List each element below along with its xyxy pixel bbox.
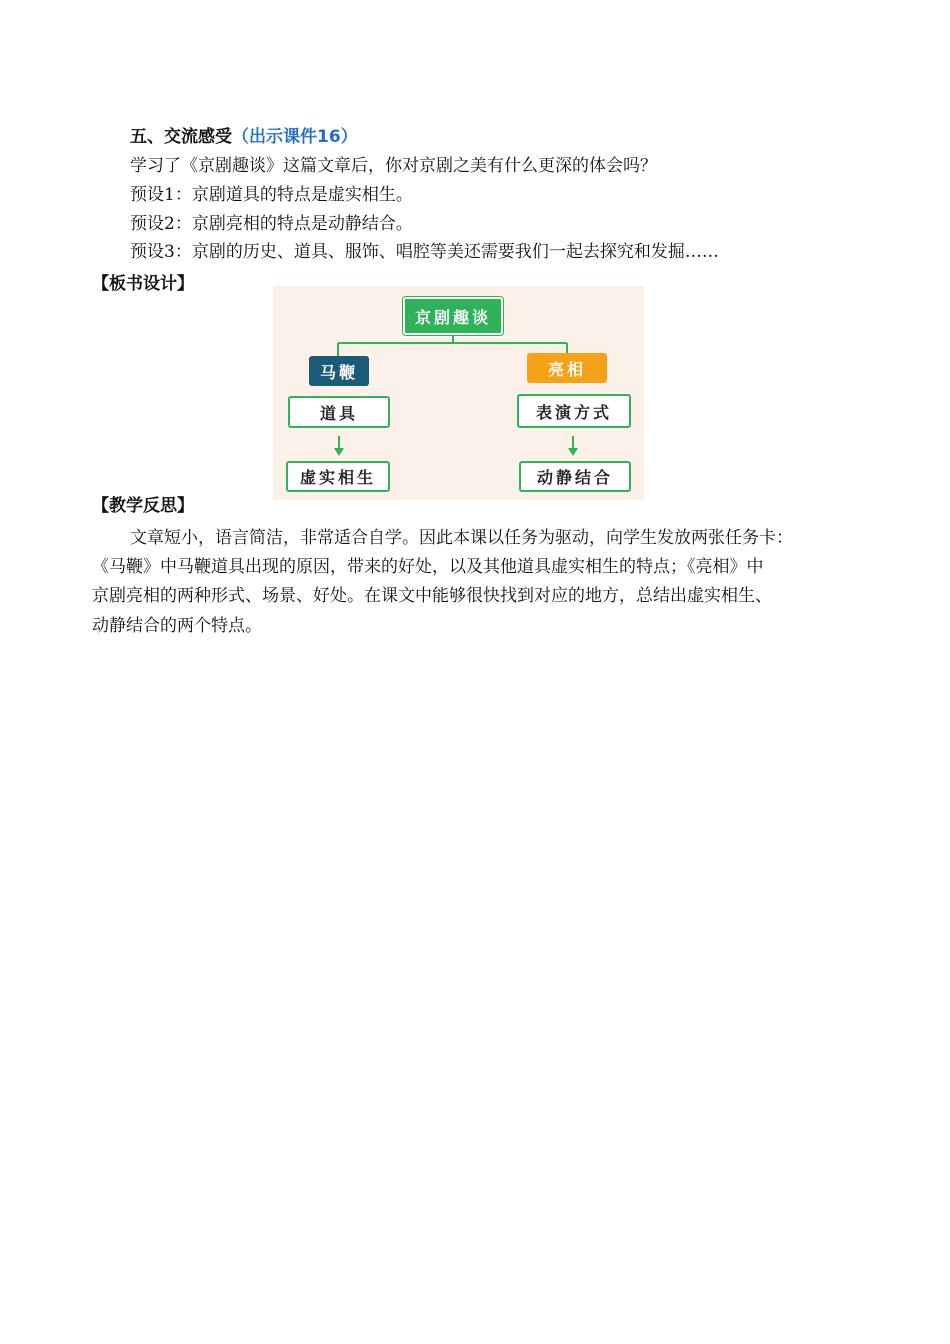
section-title: 五、交流感受 bbox=[130, 127, 232, 147]
root-node: 京剧趣谈 bbox=[403, 297, 503, 335]
preset-2: 预设2：京剧亮相的特点是动静结合。 bbox=[130, 214, 413, 234]
right-item-node: 表演方式 bbox=[517, 394, 631, 428]
reflection-title: 【教学反思】 bbox=[92, 496, 194, 516]
reflection-line-4: 动静结合的两个特点。 bbox=[92, 616, 262, 636]
section-heading bbox=[130, 125, 358, 149]
courseware-note: （出示课件16） bbox=[232, 127, 358, 147]
reflection-line-3: 京剧亮相的两种形式、场景、好处。在课文中能够很快找到对应的地方，总结出虚实相生、 bbox=[92, 586, 772, 606]
left-result-node: 虚实相生 bbox=[286, 461, 390, 492]
reflection-line-2: 《马鞭》中马鞭道具出现的原因，带来的好处，以及其他道具虚实相生的特点；《亮相》中 bbox=[92, 557, 764, 577]
preset-1: 预设1：京剧道具的特点是虚实相生。 bbox=[130, 185, 413, 205]
board-design-title: 【板书设计】 bbox=[92, 274, 194, 294]
right-arrow-head bbox=[568, 448, 578, 456]
right-result-node: 动静结合 bbox=[519, 461, 631, 492]
preset-3: 预设3：京剧的历史、道具、服饰、唱腔等美还需要我们一起去探究和发掘…… bbox=[130, 242, 719, 262]
right-head-node: 亮相 bbox=[527, 353, 607, 383]
left-head-node: 马鞭 bbox=[309, 356, 369, 386]
board-design-diagram bbox=[273, 286, 644, 500]
left-arrow-head bbox=[334, 448, 344, 456]
discussion-question: 学习了《京剧趣谈》这篇文章后，你对京剧之美有什么更深的体会吗？ bbox=[130, 156, 657, 176]
reflection-line-1: 文章短小，语言简洁，非常适合自学。因此本课以任务为驱动，向学生发放两张任务卡： bbox=[130, 528, 793, 548]
left-item-node: 道具 bbox=[288, 396, 390, 428]
